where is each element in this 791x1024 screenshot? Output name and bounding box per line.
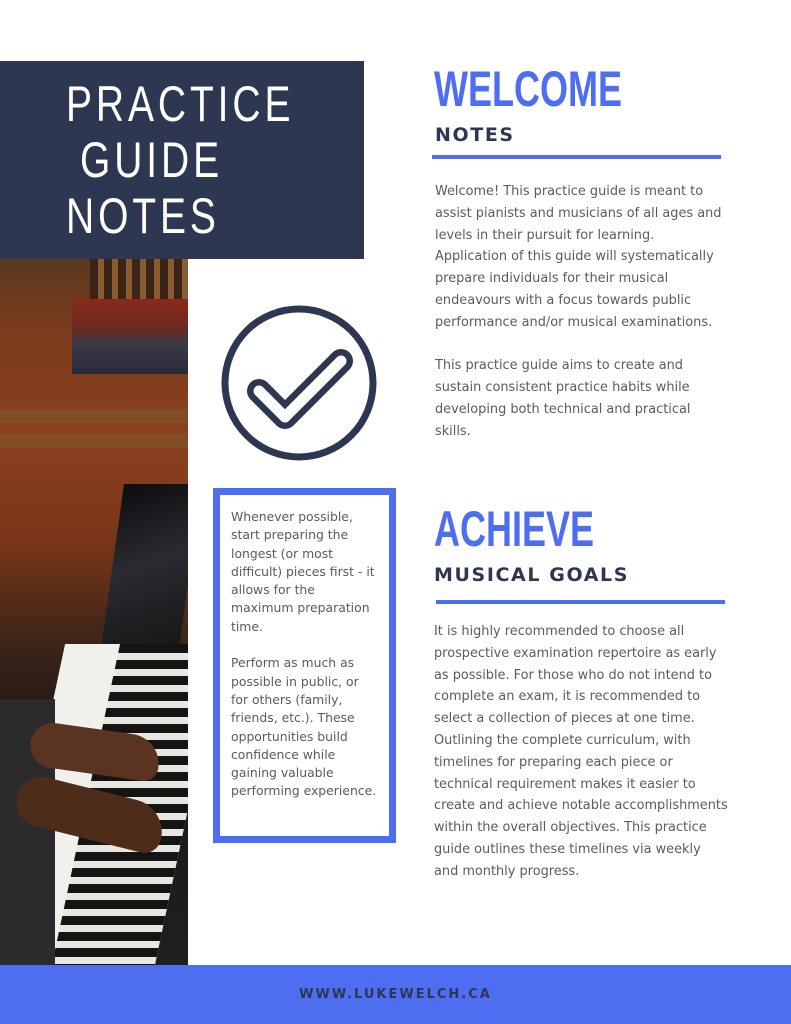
tips-box [213,488,396,843]
welcome-heading: WELCOME [434,61,622,117]
pianist-photo [0,259,188,965]
achieve-heading: ACHIEVE [434,501,595,557]
welcome-divider [432,155,721,159]
welcome-paragraph: Welcome! This practice guide is meant to assist pianists and musicians of all ages and levels in their pursuit for learning. Application of this guide will systematically prepare individuals for their musical endeavours with a focus towards public performance and/or musical examinations. [435,184,722,330]
website-link[interactable]: WWW.LUKEWELCH.CA [299,987,492,1002]
title-line-guide: GUIDE [80,132,224,188]
achieve-body [434,621,729,883]
welcome-body [435,181,730,443]
check-circle-icon [219,303,379,463]
achieve-subheading: MUSICAL GOALS [434,564,629,586]
footer-bar [0,965,791,1024]
welcome-paragraph: This practice guide aims to create and sustain consistent practice habits while developing both technical and practical skills. [435,358,691,439]
welcome-subheading: NOTES [435,124,515,146]
title-box [0,61,364,259]
title-line-notes: NOTES [66,188,220,244]
tip-paragraph: Whenever possible, start preparing the longest (or most difficult) pieces first - it allows for the maximum preparation time. [231,509,375,634]
tip-paragraph: Perform as much as possible in public, or for others (family, friends, etc.). These opportunities build confidence while gaining valuable performing experience. [231,655,377,799]
achieve-paragraph: It is highly recommended to choose all prospective examination repertoire as early as possible. For those who do not intend to complete an exam, it is recommended to select a collection of pieces at one time. Outlining the complete curriculum, with timelines for preparing each piece or technical requirement makes it easier to create and achieve notable accomplishments within the overall objectives. This practice guide outlines these timelines via weekly and monthly progress. [434,624,728,879]
achieve-divider [436,600,725,604]
title-line-practice: PRACTICE [66,76,295,132]
